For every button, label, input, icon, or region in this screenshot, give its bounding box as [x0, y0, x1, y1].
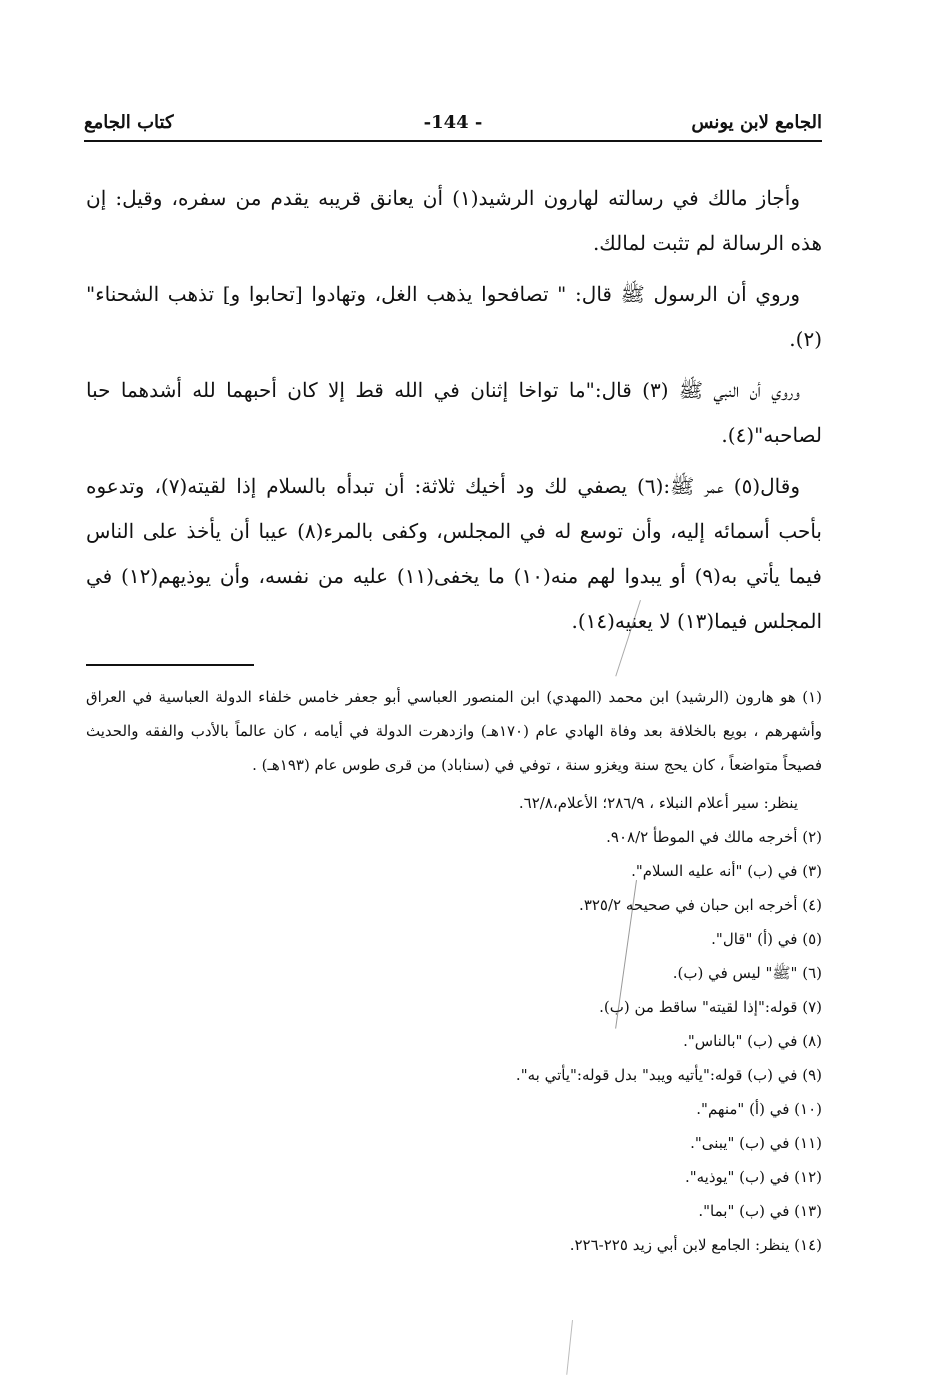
page-header — [84, 112, 822, 140]
paragraph: وروي أن الرسول ﷺ قال: " تصافحوا يذهب الغل، وتهادوا [تحابوا و] تذهب الشحناء"(٢). — [86, 282, 822, 351]
scan-artifact-line — [566, 1320, 573, 1375]
footnote: (٩) في (ب) قوله:"يأتيه ويبد" بدل قوله:"يأتي به". — [515, 1066, 822, 1084]
footnote: (٣) في (ب) "أنه عليه السلام". — [631, 862, 822, 880]
footnote-separator — [86, 664, 254, 666]
footnote: (١٤) ينظر: الجامع لابن أبي زيد ٢٢٥-٢٢٦. — [569, 1236, 822, 1254]
footnotes — [86, 680, 822, 1262]
footnote: (١٠) في (أ) "منهم". — [696, 1100, 822, 1118]
footnote: (٤) أخرجه ابن حبان في صحيحه ٣٢٥/٢. — [579, 896, 822, 914]
footnote: (٢) أخرجه مالك في الموطأ ٩٠٨/٢. — [606, 828, 822, 846]
footnote: (١) هو هارون (الرشيد) ابن محمد (المهدي) ابن المنصور العباسي أبو جعفر خامس خلفاء الدولة العباسية في العراق وأشهرهم ، بويع بالخلافة بعد وفاة الهادي عام (١٧٠هـ) وازدهرت الدولة في أيامه ، كان عالماً بالأدب والفقه والحديث فصيحاً متواضعاً ، كان يحج سنة ويغزو سنة ، توفي في (سناباد) من قرى طوس عام (١٩٣هـ) . — [86, 688, 822, 774]
running-chapter-title: كتاب الجامع — [84, 112, 174, 133]
paragraph: وروي أن النبي ﷺ (٣) قال:"ما تواخا إثنان في الله قط إلا كان أحبهما لله أشدهما حبا لصاحبه"(٤). — [86, 378, 822, 447]
paragraph: وأجاز مالك في رسالته لهارون الرشيد(١) أن يعانق قريبه يقدم من سفره، وقيل: إن هذه الرسالة لم تثبت لمالك. — [86, 186, 822, 255]
footnote: (١٢) في (ب) "يوذيه". — [684, 1168, 822, 1186]
footnote: (٥) في (أ) "قال". — [711, 930, 822, 948]
footnote: (٧) قوله:"إذا لقيته" ساقط من (ب). — [599, 998, 822, 1016]
footnote: (٨) في (ب) "بالناس". — [683, 1032, 822, 1050]
footnote: (١٣) في (ب) "بما". — [698, 1202, 822, 1220]
footnote: (٦) "ﷺ" ليس في (ب). — [672, 964, 822, 982]
main-text — [86, 176, 822, 650]
header-rule — [84, 140, 822, 142]
footnote-reference: ينظر: سير أعلام النبلاء ، ٢٨٦/٩؛ الأعلام،٦٢/٨. — [518, 794, 798, 812]
footnote: (١١) في (ب) "يبنى". — [690, 1134, 822, 1152]
running-book-title: الجامع لابن يونس — [691, 112, 822, 133]
paragraph: وقال(٥) عمر ﷺ:(٦) يصفي لك ود أخيك ثلاثة: أن تبدأه بالسلام إذا لقيته(٧)، وتدعوه بأحب أسمائه إليه، وأن توسع له في المجلس، وكفى بالمرء(٨) عيبا أن يأخذ على الناس فيما يأتي به(٩) أو يبدوا لهم منه(١٠) ما يخفى(١١) عليه من نفسه، وأن يوذيهم(١٢) في المجلس فيما(١٣) لا يعنيه(١٤). — [86, 474, 822, 633]
page-number: -144 - — [423, 112, 483, 133]
